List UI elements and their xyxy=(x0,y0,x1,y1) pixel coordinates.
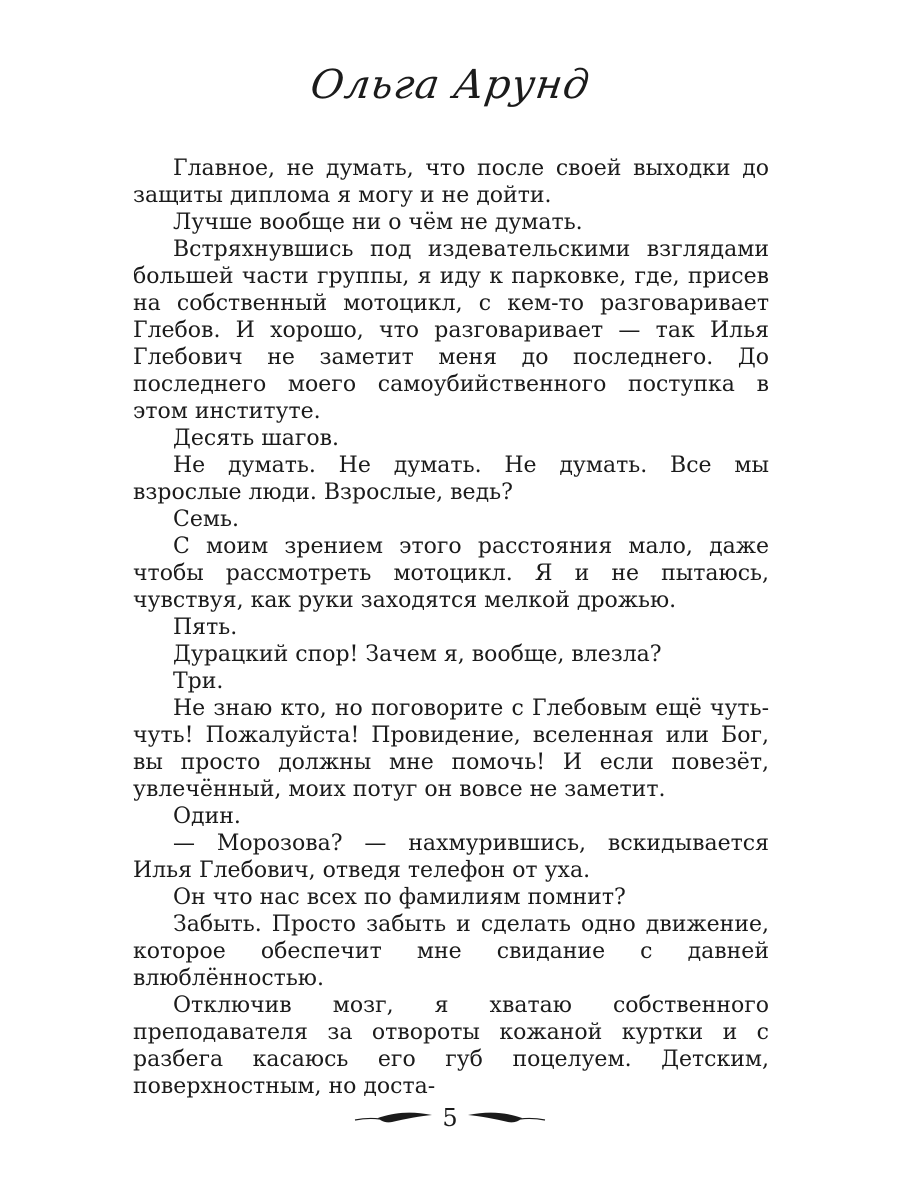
paragraph: Дурацкий спор! Зачем я, вообще, влезла? xyxy=(173,642,662,667)
body-text xyxy=(133,155,769,1100)
paragraph: — Морозова? — нахмурившись, вскидывается Илья Глебович, отведя телефон от уха. xyxy=(133,831,769,883)
running-header xyxy=(0,62,900,108)
paragraph: Не думать. Не думать. Не думать. Все мы взрослые люди. Взрослые, ведь? xyxy=(133,453,769,505)
paragraph: Лучше вообще ни о чём не думать. xyxy=(173,210,583,235)
paragraph: Забыть. Просто забыть и сделать одно движение, которое обеспечит мне свидание с давней влюблённостью. xyxy=(133,912,769,991)
paragraph: Главное, не думать, что после своей выходки до защиты диплома я могу и не дойти. xyxy=(133,156,769,208)
paragraph: Один. xyxy=(173,804,241,829)
paragraph: Он что нас всех по фамилиям помнит? xyxy=(173,885,626,910)
author-name: Ольга Арунд xyxy=(307,62,593,108)
paragraph: Десять шагов. xyxy=(173,426,339,451)
paragraph: Встряхнувшись под издевательскими взглядами большей части группы, я иду к парковке, где, присев на собственный мотоцикл, с кем-то разговаривает Глебов. И хорошо, что разговаривает — так Илья Глебович не заметит меня до последнего. До последнего моего самоубийственного поступка в этом институте. xyxy=(133,237,769,424)
page-number: 5 xyxy=(442,1104,458,1132)
paragraph: Три. xyxy=(173,669,224,694)
paragraph: Семь. xyxy=(173,507,239,532)
paragraph: С моим зрением этого расстояния мало, даже чтобы рассмотреть мотоцикл. Я и не пытаюсь, чувствуя, как руки заходятся мелкой дрожью. xyxy=(133,534,769,613)
paragraph: Пять. xyxy=(173,615,238,640)
paragraph: Отключив мозг, я хватаю собственного преподавателя за отвороты кожаной куртки и с разбега касаюсь его губ поцелуем. Детским, поверхностным, но доста- xyxy=(133,993,769,1099)
paragraph: Не знаю кто, но поговорите с Глебовым ещё чуть-чуть! Пожалуйста! Провидение, вселенная или Бог, вы просто должны мне помочь! И если повезёт, увлечённый, моих потуг он вовсе не заметит. xyxy=(133,696,769,802)
